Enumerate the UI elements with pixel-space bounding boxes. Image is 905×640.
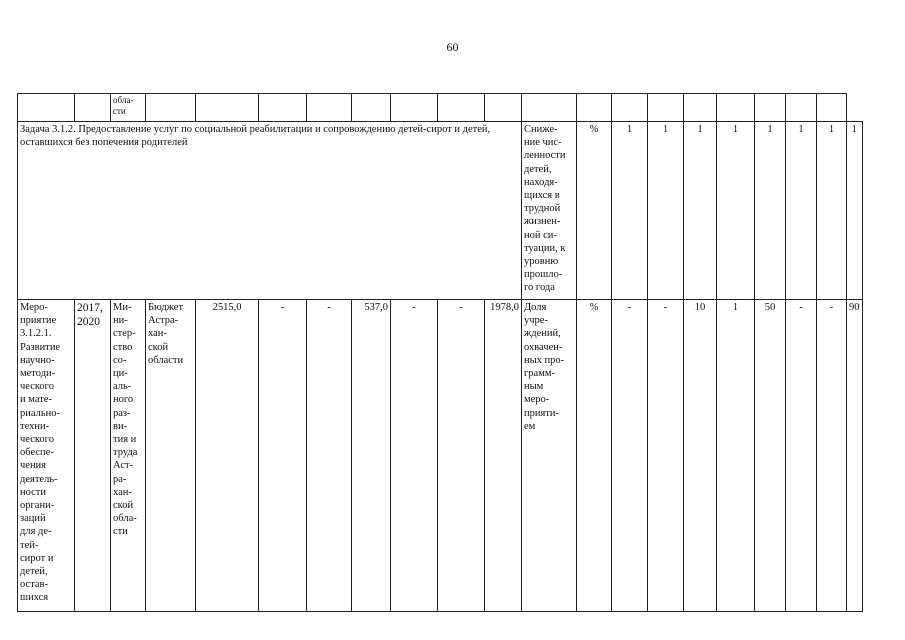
event-funding-source: Бюджет Астра- хан- ской области <box>146 300 196 612</box>
table-row-task <box>18 122 863 300</box>
event-finance-value: - <box>438 300 485 612</box>
table-cell <box>817 94 847 122</box>
table-cell <box>577 94 612 122</box>
event-value: - <box>648 300 684 612</box>
event-value: - <box>817 300 847 612</box>
task-indicator: Сниже- ние чис- ленности детей, находя- щихся в трудной жизнен- ной си- туации, к уровню прошло- го года <box>522 122 577 300</box>
event-finance-value: 1978,0 <box>485 300 522 612</box>
event-value: - <box>786 300 817 612</box>
table-cell <box>755 94 786 122</box>
event-finance-value: 2515,0 <box>196 300 259 612</box>
event-period: 2017, 2020 <box>75 300 111 612</box>
table-row-continuation <box>18 94 863 122</box>
event-finance-value: 537,0 <box>352 300 391 612</box>
table-cell <box>146 94 196 122</box>
task-value: 1 <box>684 122 717 300</box>
table-cell <box>684 94 717 122</box>
table-cell <box>717 94 755 122</box>
table-cell <box>786 94 817 122</box>
event-finance-value: - <box>391 300 438 612</box>
table-cell <box>648 94 684 122</box>
table-cell <box>307 94 352 122</box>
event-value: 50 <box>755 300 786 612</box>
table-cell <box>18 94 75 122</box>
task-description: Задача 3.1.2. Предоставление услуг по социальной реабилитации и сопровождению детей-сирот и детей, оставшихся без попечения родителей <box>18 122 522 300</box>
table-cell <box>196 94 259 122</box>
event-executor: Ми- ни- стер- ство со- ци- аль- ного раз- ви- тия и труда Аст- ра- хан- ской обла- сти <box>111 300 146 612</box>
event-indicator: Доля учре- ждений, охвачен- ных про- грамм- ным меро- прияти- ем <box>522 300 577 612</box>
event-finance-value: - <box>259 300 307 612</box>
page-number: 60 <box>446 40 459 54</box>
table-row-event <box>18 300 863 612</box>
task-value: 1 <box>817 122 847 300</box>
table-cell <box>75 94 111 122</box>
task-value: 1 <box>755 122 786 300</box>
table-cell <box>259 94 307 122</box>
task-value: 1 <box>847 122 863 300</box>
table-cell <box>612 94 648 122</box>
table-cell <box>352 94 391 122</box>
program-table <box>17 93 863 612</box>
event-value: 10 <box>684 300 717 612</box>
task-value: 1 <box>717 122 755 300</box>
event-value: 1 <box>717 300 755 612</box>
table-cell <box>485 94 522 122</box>
task-value: 1 <box>786 122 817 300</box>
task-value: 1 <box>612 122 648 300</box>
table-cell <box>391 94 438 122</box>
event-value: - <box>612 300 648 612</box>
event-name: Меро- приятие 3.1.2.1. Развитие научно- методи- ческого и мате- риально- техни- ческого обеспе- чения деятель- ности органи- заций для де- тей- сирот и детей, остав- шихся <box>18 300 75 612</box>
table-cell <box>438 94 485 122</box>
task-unit: % <box>577 122 612 300</box>
table-cell <box>522 94 577 122</box>
executor-cell-tail: обла- сти <box>111 94 146 122</box>
event-finance-value: - <box>307 300 352 612</box>
event-value: 90 <box>847 300 863 612</box>
event-unit: % <box>577 300 612 612</box>
task-value: 1 <box>648 122 684 300</box>
